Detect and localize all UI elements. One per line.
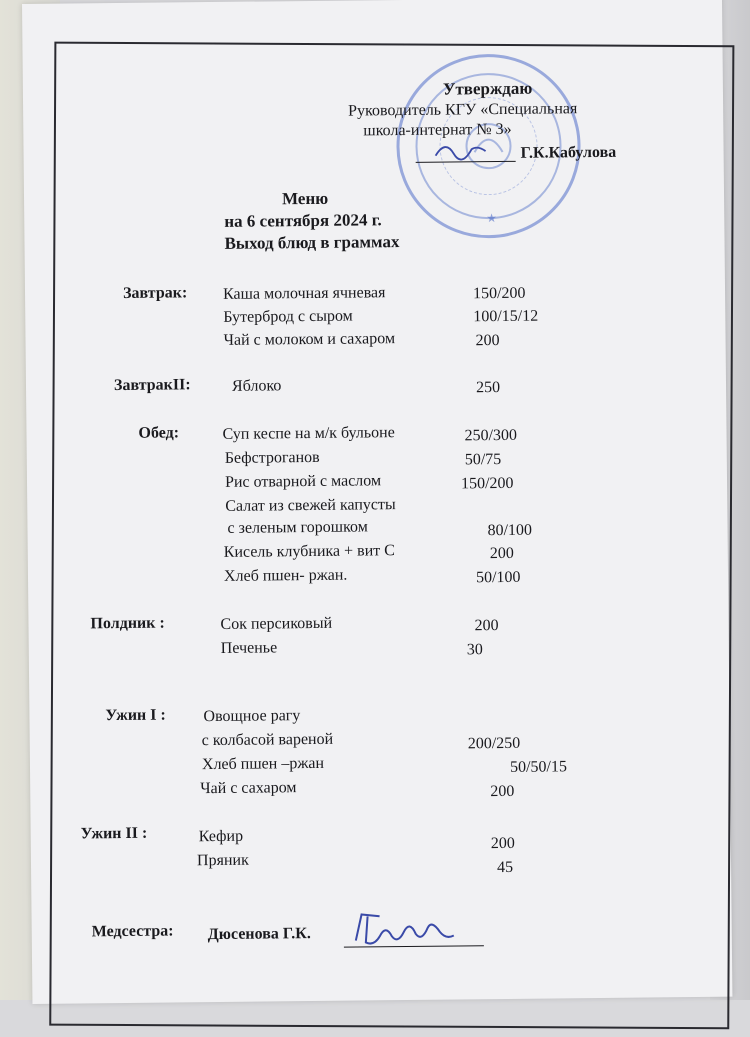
- dish-name: Яблоко: [231, 377, 282, 395]
- nurse-signature: [349, 905, 469, 950]
- meal-name: Ужин II :: [80, 824, 148, 843]
- dish-weight: 200: [490, 834, 515, 853]
- dish-name: Чай с молоком и сахаром: [223, 330, 396, 349]
- dish-weight: 250: [475, 379, 501, 397]
- dish-weight: 45: [496, 858, 514, 877]
- dish-weight: 50/100: [475, 568, 521, 587]
- meal-name: Завтрак:: [122, 284, 188, 302]
- nurse-name: Дюсенова Г.К.: [207, 925, 311, 944]
- approval-line-1: Руководитель КГУ «Специальная: [348, 100, 578, 120]
- dish-weight: 50/75: [464, 451, 502, 469]
- meal-name: Ужин I :: [105, 706, 166, 725]
- menu-title: Меню: [281, 188, 329, 209]
- dish-weight: 200: [490, 782, 515, 801]
- dish-name: Кисель клубника + вит С: [223, 542, 396, 561]
- dish-name-continued: с зеленым горошком: [227, 518, 368, 537]
- menu-sheet: [22, 0, 732, 1004]
- director-signature: [431, 135, 491, 166]
- dish-weight: 200: [474, 617, 499, 635]
- meal-name: Полдник :: [90, 614, 165, 633]
- nurse-label: Медсестра:: [91, 922, 174, 941]
- dish-weight: 30: [466, 641, 483, 659]
- svg-text:★: ★: [486, 211, 498, 226]
- dish-weight: 200: [475, 332, 500, 350]
- dish-weight: 150/200: [472, 284, 526, 303]
- dish-name: Сок персиковый: [220, 614, 333, 633]
- page-border: [49, 42, 734, 1030]
- dish-name: Салат из свежей капусты: [225, 496, 396, 515]
- dish-name: Овощное рагу: [203, 707, 301, 726]
- dish-name: Хлеб пшен –ржан: [201, 754, 325, 774]
- approval-signer: Г.К.Кабулова: [520, 143, 617, 162]
- meal-name: ЗавтракII:: [113, 376, 191, 395]
- dish-weight: 150/200: [460, 474, 514, 493]
- dish-name: Пряник: [196, 851, 249, 870]
- dish-name: Рис отварной с маслом: [224, 472, 382, 491]
- approval-heading: Утверждаю: [442, 78, 533, 99]
- dish-name: Бефстроганов: [224, 448, 320, 467]
- dish-name: Хлеб пшен- ржан.: [223, 566, 348, 585]
- approval-line-2: школа-интернат № 3»: [363, 120, 512, 140]
- dish-weight: 200/250: [467, 734, 521, 753]
- menu-subtitle: Выход блюд в граммах: [224, 232, 400, 253]
- dish-weight: 250/300: [464, 426, 518, 445]
- dish-weight: 200: [489, 544, 514, 563]
- dish-name: Чай с сахаром: [200, 779, 297, 798]
- dish-name: Печенье: [220, 639, 278, 657]
- dish-name: Суп кеспе на м/к бульоне: [222, 424, 395, 443]
- menu-date: на 6 сентября 2024 г.: [224, 210, 382, 231]
- meal-name: Обед:: [138, 424, 180, 442]
- dish-name: Кефир: [198, 827, 244, 846]
- dish-weight: 100/15/12: [473, 307, 539, 326]
- dish-weight: 80/100: [487, 521, 533, 540]
- dish-name: Каша молочная ячневая: [222, 284, 386, 303]
- dish-name-continued: с колбасой вареной: [201, 730, 334, 750]
- dish-name: Бутерброд с сыром: [223, 307, 353, 326]
- dish-weight: 50/50/15: [509, 758, 567, 776]
